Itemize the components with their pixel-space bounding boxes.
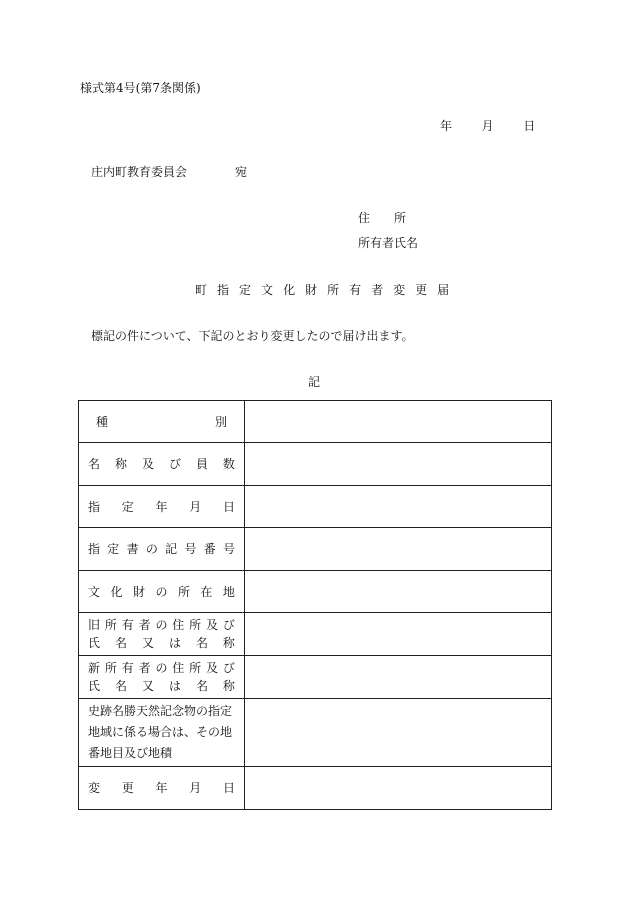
row-value[interactable]: [245, 401, 552, 443]
table-row: [79, 571, 552, 613]
page-lower-margin: [0, 810, 630, 903]
addressee-suffix: 宛: [235, 165, 248, 179]
address-label: 住 所: [358, 211, 407, 225]
row-value[interactable]: [245, 528, 552, 571]
table-row: [79, 656, 552, 699]
row-label: 指 定 書 の 記 号 番 号: [79, 528, 245, 571]
row-label: 名 称 及 び 員 数: [79, 443, 245, 486]
date-line: [440, 120, 535, 132]
row-value[interactable]: [245, 656, 552, 699]
title-char: 変: [393, 283, 406, 297]
date-day: 日: [523, 119, 536, 133]
row-value[interactable]: [245, 571, 552, 613]
table-row: [79, 486, 552, 528]
table-row: [79, 401, 552, 443]
table-row: [79, 767, 552, 810]
record-table: [78, 400, 552, 810]
row-value[interactable]: [245, 486, 552, 528]
form-number: 様式第4号(第7条関係): [80, 81, 201, 95]
title-char: 所: [327, 283, 340, 297]
title-char: 更: [415, 283, 428, 297]
row-value[interactable]: [245, 443, 552, 486]
title-char: 化: [283, 283, 296, 297]
row-label: 指 定 年 月 日: [79, 486, 245, 528]
title-char: 者: [371, 283, 384, 297]
table-row: [79, 613, 552, 656]
addressee: [91, 166, 247, 178]
row-value[interactable]: [245, 699, 552, 767]
title-char: 定: [239, 283, 252, 297]
row-value[interactable]: [245, 767, 552, 810]
date-year: 年: [440, 119, 453, 133]
title-char: 財: [305, 283, 318, 297]
document-title: [195, 284, 449, 296]
title-char: 有: [349, 283, 362, 297]
title-char: 町: [195, 283, 208, 297]
ki-heading: 記: [308, 375, 321, 389]
body-text: 標記の件について、下記のとおり変更したので届け出ます。: [91, 329, 414, 343]
table-row: [79, 699, 552, 767]
title-char: 指: [217, 283, 230, 297]
owner-name-label: 所有者氏名: [358, 236, 419, 250]
row-label: 文 化 財 の 所 在 地: [79, 571, 245, 613]
table-row: [79, 443, 552, 486]
title-char: 届: [437, 283, 450, 297]
row-label: 新 所 有 者 の 住 所 及 び 氏 名 又 は 名 称: [79, 656, 245, 699]
title-char: 文: [261, 283, 274, 297]
row-label: 変 更 年 月 日: [79, 767, 245, 810]
row-value[interactable]: [245, 613, 552, 656]
row-label: 旧 所 有 者 の 住 所 及 び 氏 名 又 は 名 称: [79, 613, 245, 656]
date-month: 月: [481, 119, 494, 133]
addressee-name: 庄内町教育委員会: [91, 165, 188, 179]
row-label: 種 別: [79, 401, 245, 443]
row-label: 史跡名勝天然記念物の指定地域に係る場合は、その地番地目及び地積: [79, 699, 245, 767]
table-row: [79, 528, 552, 571]
